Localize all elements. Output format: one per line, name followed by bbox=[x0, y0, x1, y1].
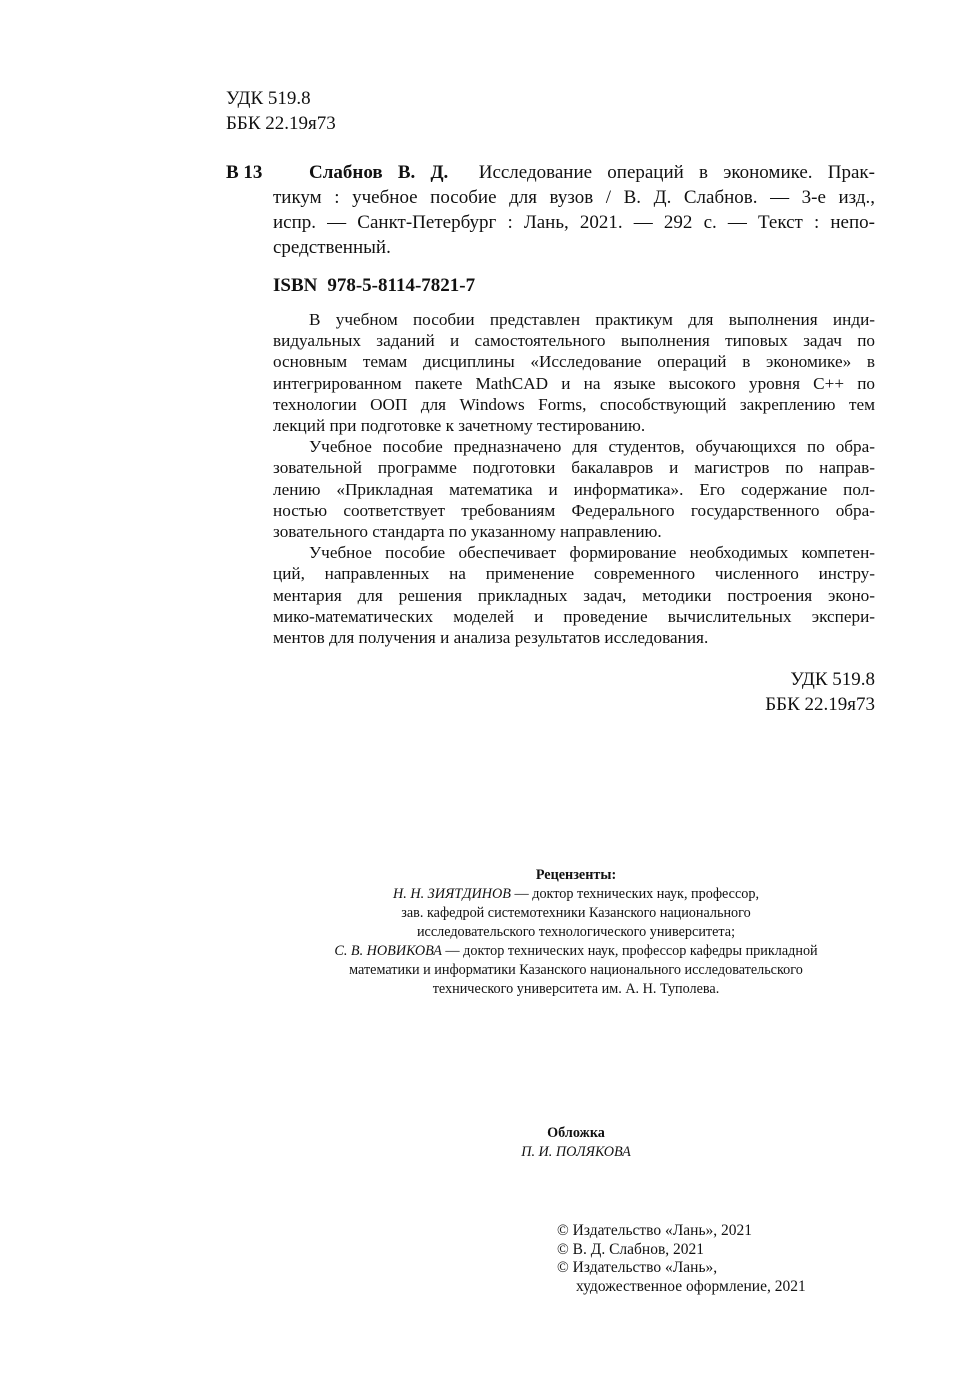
isbn bbox=[273, 273, 475, 298]
abstract-line: Учебное пособие обеспечивает формирование необходимых компетен- bbox=[309, 543, 875, 563]
abstract-line: интегрированном пакете MathCAD и на языке высокого уровня C++ по bbox=[273, 373, 875, 393]
reviewer-2-name: С. В. НОВИКОВА bbox=[334, 943, 442, 959]
abstract bbox=[273, 309, 875, 648]
author-name: Слабнов В. Д. bbox=[309, 162, 449, 183]
abstract-line: лекций при подготовке к зачетному тестированию. bbox=[273, 416, 646, 436]
abstract-line: основным темам дисциплины «Исследование операций в экономике» в bbox=[273, 352, 875, 372]
abstract-line: технологии ООП для Windows Forms, способствующий закреплению тем bbox=[273, 394, 875, 414]
biblio-line-4: средственный. bbox=[273, 237, 391, 258]
udk-code: УДК 519.8 bbox=[790, 669, 875, 690]
reviewer-2-line-3: технического университета им. А. Н. Туполева. bbox=[432, 981, 720, 997]
bbk-code: ББК 22.19я73 bbox=[226, 113, 336, 134]
copyright-line: © Издательство «Лань», bbox=[557, 1259, 718, 1276]
abstract-line: видуальных заданий и самостоятельного выполнения типовых задач по bbox=[273, 331, 875, 351]
biblio-line-1 bbox=[273, 160, 875, 185]
reviewer-1-line-2: зав. кафедрой системотехники Казанского национального bbox=[401, 905, 751, 921]
bbk-code: ББК 22.19я73 bbox=[765, 694, 875, 715]
abstract-line: зовательной программе подготовки бакалавров и магистров по направ- bbox=[273, 458, 875, 478]
copyright-line: художественное оформление, 2021 bbox=[576, 1277, 806, 1295]
reviewer-1-line-1 bbox=[226, 885, 926, 904]
reviewer-1-title: — доктор технических наук, профессор, bbox=[510, 886, 759, 902]
copyright-line: © В. Д. Слабнов, 2021 bbox=[557, 1240, 705, 1258]
udk-code: УДК 519.8 bbox=[226, 88, 311, 109]
reviewer-2-line-1 bbox=[226, 942, 926, 961]
cover-credit bbox=[226, 1124, 926, 1162]
classification-top bbox=[226, 86, 336, 136]
biblio-line-3: испр. — Санкт-Петербург : Лань, 2021. — 292 с. — Текст : непо- bbox=[273, 212, 875, 233]
reviewers-heading: Рецензенты: bbox=[535, 867, 617, 883]
catalog-code: В 13 bbox=[226, 162, 263, 183]
classification-bottom bbox=[765, 667, 875, 717]
isbn-number: 978-5-8114-7821-7 bbox=[327, 275, 476, 296]
abstract-line: ментов для получения и анализа результатов исследования. bbox=[273, 628, 709, 648]
abstract-line: лению «Прикладная математика и информатика». Его содержание пол- bbox=[273, 479, 875, 499]
reviewer-1-name: Н. Н. ЗИЯТДИНОВ bbox=[393, 886, 511, 902]
cover-heading: Обложка bbox=[547, 1125, 605, 1141]
reviewer-1-line-3: исследовательского технологического университета; bbox=[416, 924, 736, 940]
copyright-block bbox=[557, 1222, 806, 1296]
abstract-line: Учебное пособие предназначено для студентов, обучающихся по обра- bbox=[309, 437, 875, 457]
copyright-line: © Издательство «Лань», 2021 bbox=[557, 1222, 753, 1239]
abstract-line: ций, направленных на применение современного численного инстру- bbox=[273, 564, 875, 584]
reviewer-2-title: — доктор технических наук, профессор кафедры прикладной bbox=[441, 943, 818, 959]
cover-designer: П. И. ПОЛЯКОВА bbox=[521, 1144, 631, 1160]
abstract-line: ментария для решения прикладных задач, методики построения эконо- bbox=[273, 585, 875, 605]
reviewers bbox=[226, 866, 926, 999]
abstract-line: зовательного стандарта по указанному направлению. bbox=[273, 522, 662, 542]
reviewer-2-line-2: математики и информатики Казанского национального исследовательского bbox=[349, 962, 803, 978]
biblio-title-start: Исследование операций в экономике. Прак- bbox=[478, 162, 875, 183]
abstract-line: мико-математических моделей и проведение вычислительных экспери- bbox=[273, 606, 875, 626]
isbn-label: ISBN bbox=[273, 275, 318, 296]
abstract-line: ностью соответствует требованиям Федерального государственного обра- bbox=[273, 500, 875, 520]
biblio-line-2: тикум : учебное пособие для вузов / В. Д. Слабнов. — 3-е изд., bbox=[273, 187, 875, 208]
abstract-line: В учебном пособии представлен практикум для выполнения инди- bbox=[309, 310, 875, 329]
bibliographic-record bbox=[273, 160, 875, 260]
